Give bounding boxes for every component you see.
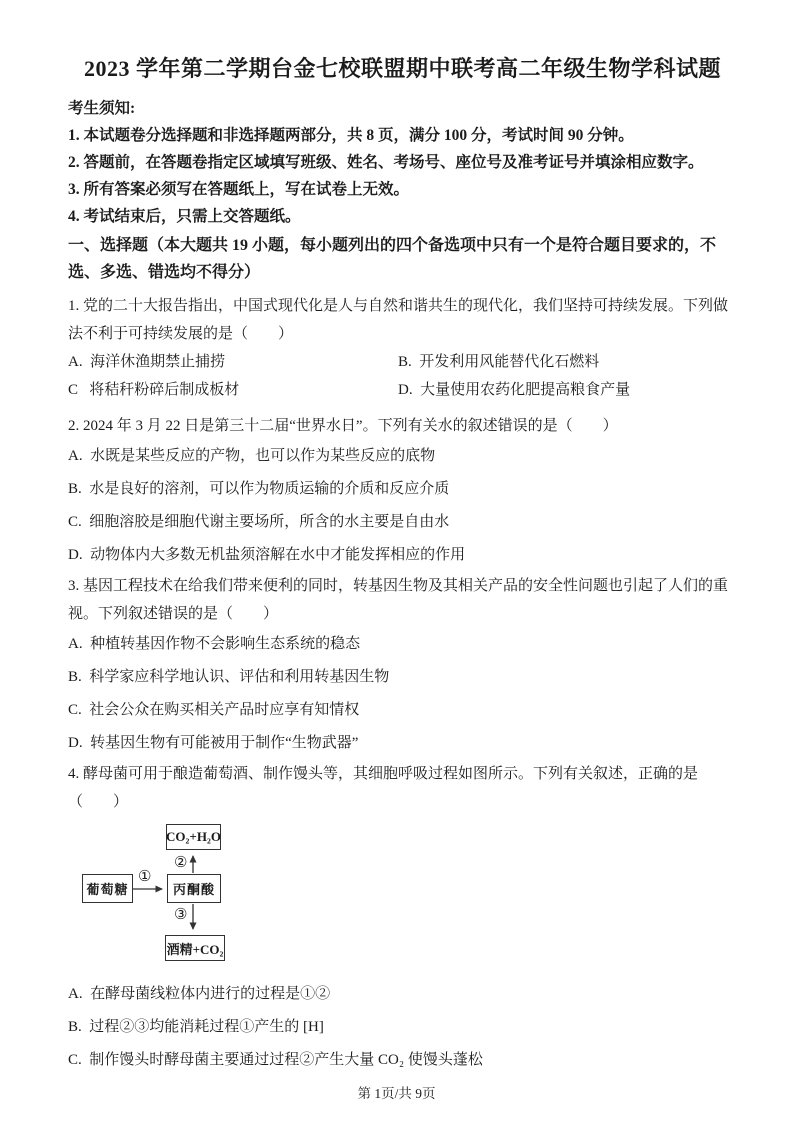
- question-1-option-b: B. 开发利用风能替代化石燃料: [398, 354, 600, 370]
- question-2-option-d: D. 动物体内大多数无机盐须溶解在水中才能发挥相应的作用: [68, 547, 466, 563]
- notice-item-2: 2. 答题前，在答题卷指定区域填写班级、姓名、考场号、座位号及准考证号并填涂相应数字。: [68, 154, 704, 171]
- diagram-box-glucose: 葡萄糖: [82, 874, 133, 903]
- diagram-step2-label: ②: [174, 855, 188, 871]
- page-title: 2023 学年第二学期台金七校联盟期中联考高二年级生物学科试题: [83, 56, 721, 81]
- notice-heading: 考生须知:: [68, 100, 136, 117]
- cell-respiration-diagram: [78, 822, 248, 970]
- page-number: 第 1页/共 9页: [357, 1086, 436, 1101]
- section-heading: 一、选择题（本大题共 19 小题，每小题列出的四个备选项中只有一个是符合题目要求的，不选、多选、错选均不得分）: [68, 237, 717, 281]
- question-1-stem: 1. 党的二十大报告指出，中国式现代化是人与自然和谐共生的现代化，我们坚持可持续发展。下列做法不利于可持续发展的是（ ）: [68, 298, 729, 342]
- question-4-option-c: C. 制作馒头时酵母菌主要通过过程②产生大量 CO₂ 使馒头蓬松: [68, 1052, 483, 1068]
- question-4-option-b: B. 过程②③均能消耗过程①产生的 [H]: [68, 1019, 324, 1035]
- diagram-box-pyruvate: 丙酮酸: [167, 874, 221, 903]
- diagram-box-alcohol-co2: 酒精+CO₂: [165, 935, 225, 961]
- question-4-stem: 4. 酵母菌可用于酿造葡萄酒、制作馒头等，其细胞呼吸过程如图所示。下列有关叙述，正确的是（ ）: [68, 766, 699, 810]
- question-2-options: [68, 440, 737, 572]
- question-2: [68, 412, 737, 572]
- question-3-option-a: A. 种植转基因作物不会影响生态系统的稳态: [68, 636, 361, 652]
- question-2-stem: 2. 2024 年 3 月 22 日是第三十二届“世界水日”。下列有关水的叙述错误的是（ ）: [68, 418, 618, 434]
- question-3-option-d: D. 转基因生物有可能被用于制作“生物武器”: [68, 735, 359, 751]
- question-4-options: [68, 978, 737, 1077]
- question-3-options: [68, 628, 737, 760]
- question-2-option-b: B. 水是良好的溶剂，可以作为物质运输的介质和反应介质: [68, 481, 450, 497]
- notice-item-1: 1. 本试题卷分选择题和非选择题两部分，共 8 页，满分 100 分，考试时间 90 分钟。: [68, 127, 634, 144]
- notice-item-3: 3. 所有答案必须写在答题纸上，写在试卷上无效。: [68, 181, 410, 198]
- notice-item-4: 4. 考试结束后，只需上交答题纸。: [68, 208, 301, 225]
- question-1-option-c: C 将秸秆粉碎后制成板材: [68, 382, 240, 398]
- question-3-stem: 3. 基因工程技术在给我们带来便利的同时，转基因生物及其相关产品的安全性问题也引起了人们的重视。下列叙述错误的是（ ）: [68, 578, 729, 622]
- question-2-option-c: C. 细胞溶胶是细胞代谢主要场所，所含的水主要是自由水: [68, 514, 450, 530]
- question-4-option-a: A. 在酵母菌线粒体内进行的过程是①②: [68, 986, 331, 1002]
- question-3: [68, 572, 737, 760]
- question-2-option-a: A. 水既是某些反应的产物，也可以作为某些反应的底物: [68, 448, 436, 464]
- question-1-options: [68, 348, 737, 404]
- notice-section: [68, 96, 737, 230]
- question-4: [68, 760, 737, 1077]
- question-1: [68, 292, 737, 404]
- question-1-option-d: D. 大量使用农药化肥提高粮食产量: [398, 382, 631, 398]
- diagram-step3-label: ③: [174, 907, 188, 923]
- question-1-option-a: A. 海洋休渔期禁止捕捞: [68, 354, 226, 370]
- diagram-box-co2-h2o: CO₂+H₂O: [166, 824, 221, 850]
- diagram-step1-label: ①: [138, 869, 152, 885]
- question-3-option-c: C. 社会公众在购买相关产品时应享有知情权: [68, 702, 360, 718]
- question-3-option-b: B. 科学家应科学地认识、评估和利用转基因生物: [68, 669, 390, 685]
